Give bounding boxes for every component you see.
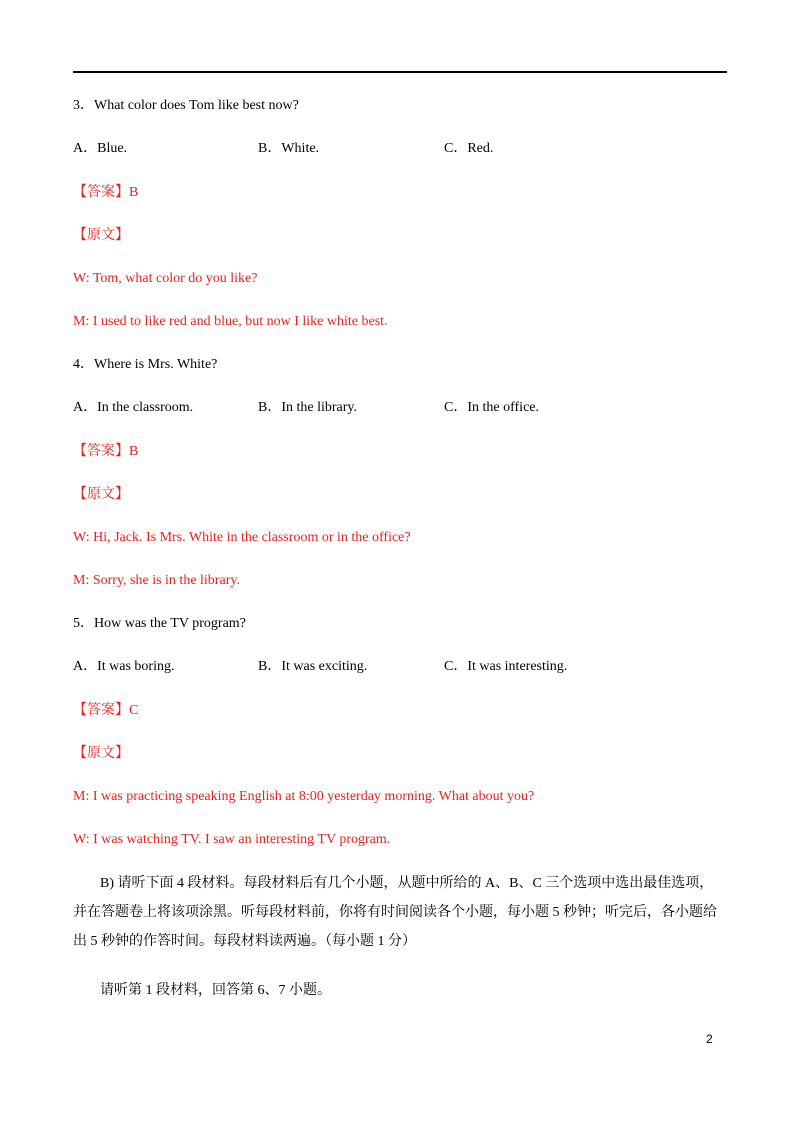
answer-value: B: [129, 185, 139, 200]
answer-value: C: [129, 703, 139, 718]
option-b: B．It was exciting.: [258, 659, 368, 674]
original-tag-3: 【原文】: [73, 228, 129, 243]
transcript-3-line-2: M: I used to like red and blue, but now I like white best.: [73, 314, 388, 329]
answer-5: [73, 702, 138, 720]
header-rule: [73, 71, 727, 73]
answer-tag: 【答案】: [73, 444, 129, 459]
section-b-instructions: B) 请听下面 4 段材料。每段材料后有几个小题，从题中所给的 A、B、C 三个选项中选出最佳选项，并在答题卷上将该项涂黑。听每段材料前，你将有时间阅读各个小题，每小题 5 秒钟；听完后，各小题给出 5 秒钟的作答时间。每段材料读两遍。（每小题 1 分）: [73, 876, 717, 949]
question-4-options: [73, 399, 727, 417]
answer-tag: 【答案】: [73, 703, 129, 718]
transcript-4-line-2: M: Sorry, she is in the library.: [73, 573, 240, 588]
option-a: A．It was boring.: [73, 659, 175, 674]
answer-tag: 【答案】: [73, 185, 129, 200]
question-3-options: [73, 140, 727, 158]
question-5: 5．How was the TV program?: [73, 616, 246, 631]
transcript-4-line-1: W: Hi, Jack. Is Mrs. White in the classroom or in the office?: [73, 530, 411, 545]
answer-4: [73, 443, 138, 461]
option-c: C．In the office.: [444, 400, 539, 415]
option-c: C．Red.: [444, 141, 494, 156]
transcript-5-line-1: M: I was practicing speaking English at 8:00 yesterday morning. What about you?: [73, 789, 535, 804]
answer-value: B: [129, 444, 139, 459]
option-a: A．Blue.: [73, 141, 128, 156]
transcript-3-line-1: W: Tom, what color do you like?: [73, 271, 258, 286]
option-b: B．White.: [258, 141, 320, 156]
original-tag-5: 【原文】: [73, 746, 129, 761]
question-3: 3．What color does Tom like best now?: [73, 98, 299, 113]
original-tag-4: 【原文】: [73, 487, 129, 502]
option-c: C．It was interesting.: [444, 659, 568, 674]
page-number: 2: [706, 1032, 713, 1046]
option-a: A．In the classroom.: [73, 400, 194, 415]
question-4: 4．Where is Mrs. White?: [73, 357, 218, 372]
section-b-prompt: 请听第 1 段材料，回答第 6、7 小题。: [100, 983, 331, 998]
transcript-5-line-2: W: I was watching TV. I saw an interesting TV program.: [73, 832, 391, 847]
question-5-options: [73, 658, 727, 676]
answer-3: [73, 184, 138, 202]
option-b: B．In the library.: [258, 400, 358, 415]
